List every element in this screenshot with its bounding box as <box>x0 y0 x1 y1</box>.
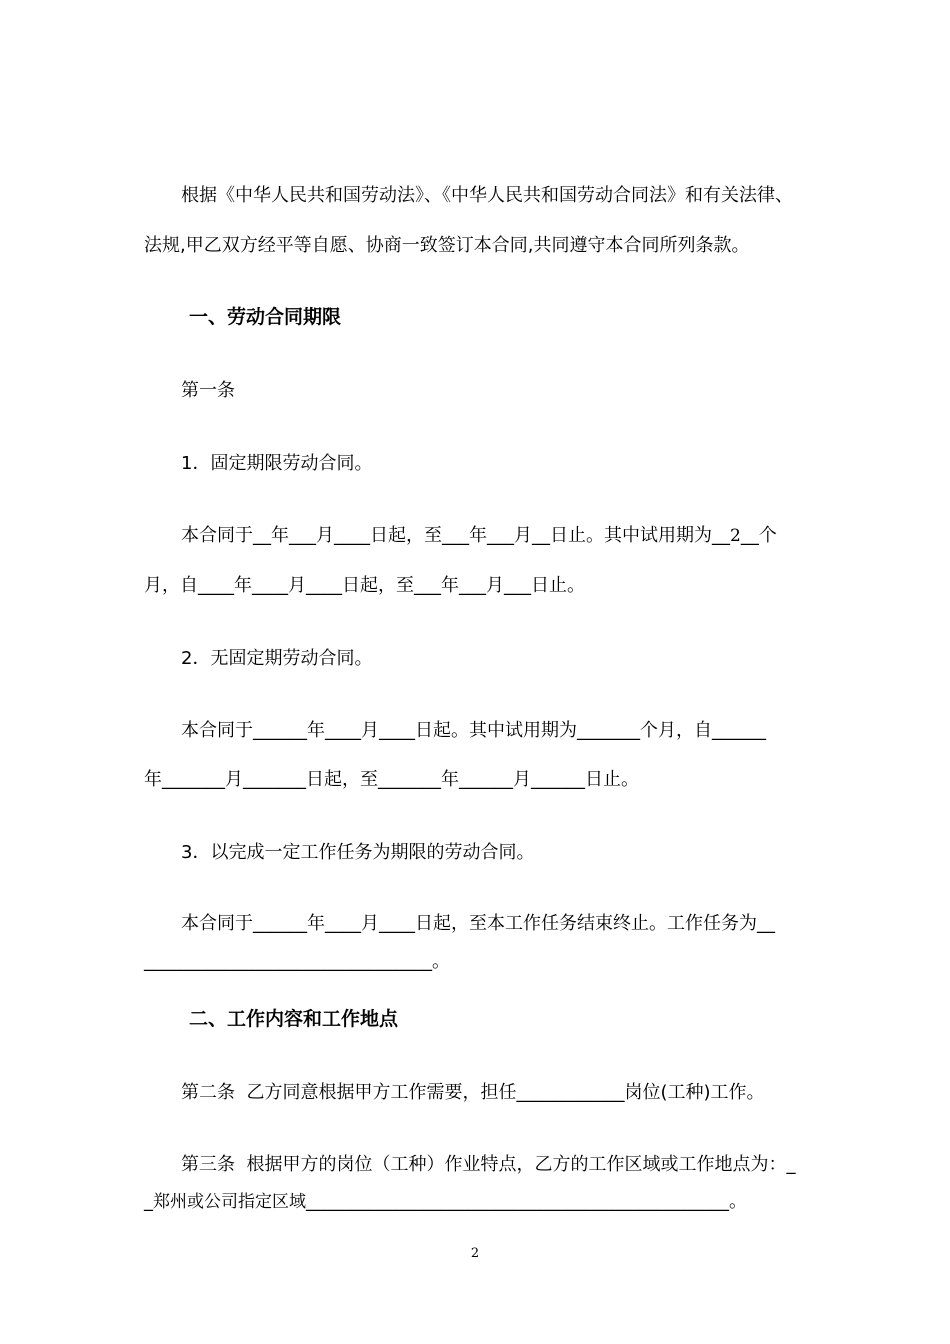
intro-line-2: 法规,甲乙双方经平等自愿、协商一致签订本合同,共同遵守本合同所列条款。 <box>144 235 750 256</box>
section-heading-work-content: 二、工作内容和工作地点 <box>189 1008 399 1030</box>
item-1-line-1-end: __个 <box>740 525 777 546</box>
page-number: 2 <box>470 1246 480 1261</box>
item-1-line-1 <box>181 524 777 548</box>
article-2: 第二条 乙方同意根据甲方工作需要，担任____________岗位(工种)工作。 <box>181 1082 765 1103</box>
item-1-line-1-text: 本合同于__年___月____日起，至___年___月__日止。其中试用期为__ <box>181 525 730 546</box>
intro-line-1: 根据《中华人民共和国劳动法》、《中华人民共和国劳动合同法》和有关法律、 <box>181 185 793 206</box>
article-3-line-2-start: _ <box>144 1191 153 1212</box>
item-3-line-1: 本合同于______年____月____日起，至本工作任务结束终止。工作任务为__ <box>181 913 775 934</box>
item-2-title: 2．无固定期劳动合同。 <box>181 648 373 669</box>
article-3-line-2-end: _______________________________________________。 <box>306 1191 747 1212</box>
probation-months-value: 2 <box>730 526 741 546</box>
item-1-title: 1．固定期限劳动合同。 <box>181 453 373 474</box>
item-3-line-2: ________________________________。 <box>144 951 450 972</box>
item-1-line-2: 月，自____年____月____日起，至___年___月___日止。 <box>144 575 585 596</box>
article-1-title: 第一条 <box>181 380 235 401</box>
section-heading-contract-term: 一、劳动合同期限 <box>189 306 342 328</box>
item-3-title: 3．以完成一定工作任务为期限的劳动合同。 <box>181 842 535 863</box>
work-location-value: 郑州或公司指定区域 <box>153 1192 306 1212</box>
article-3-line-2 <box>144 1190 747 1214</box>
item-2-line-1: 本合同于______年____月____日起。其中试用期为_______个月，自______ <box>181 720 766 741</box>
item-2-line-2: 年_______月_______日起，至_______年______月______日止。 <box>144 769 639 790</box>
article-3-line-1: 第三条 根据甲方的岗位（工种）作业特点，乙方的工作区域或工作地点为：_ <box>181 1154 796 1175</box>
